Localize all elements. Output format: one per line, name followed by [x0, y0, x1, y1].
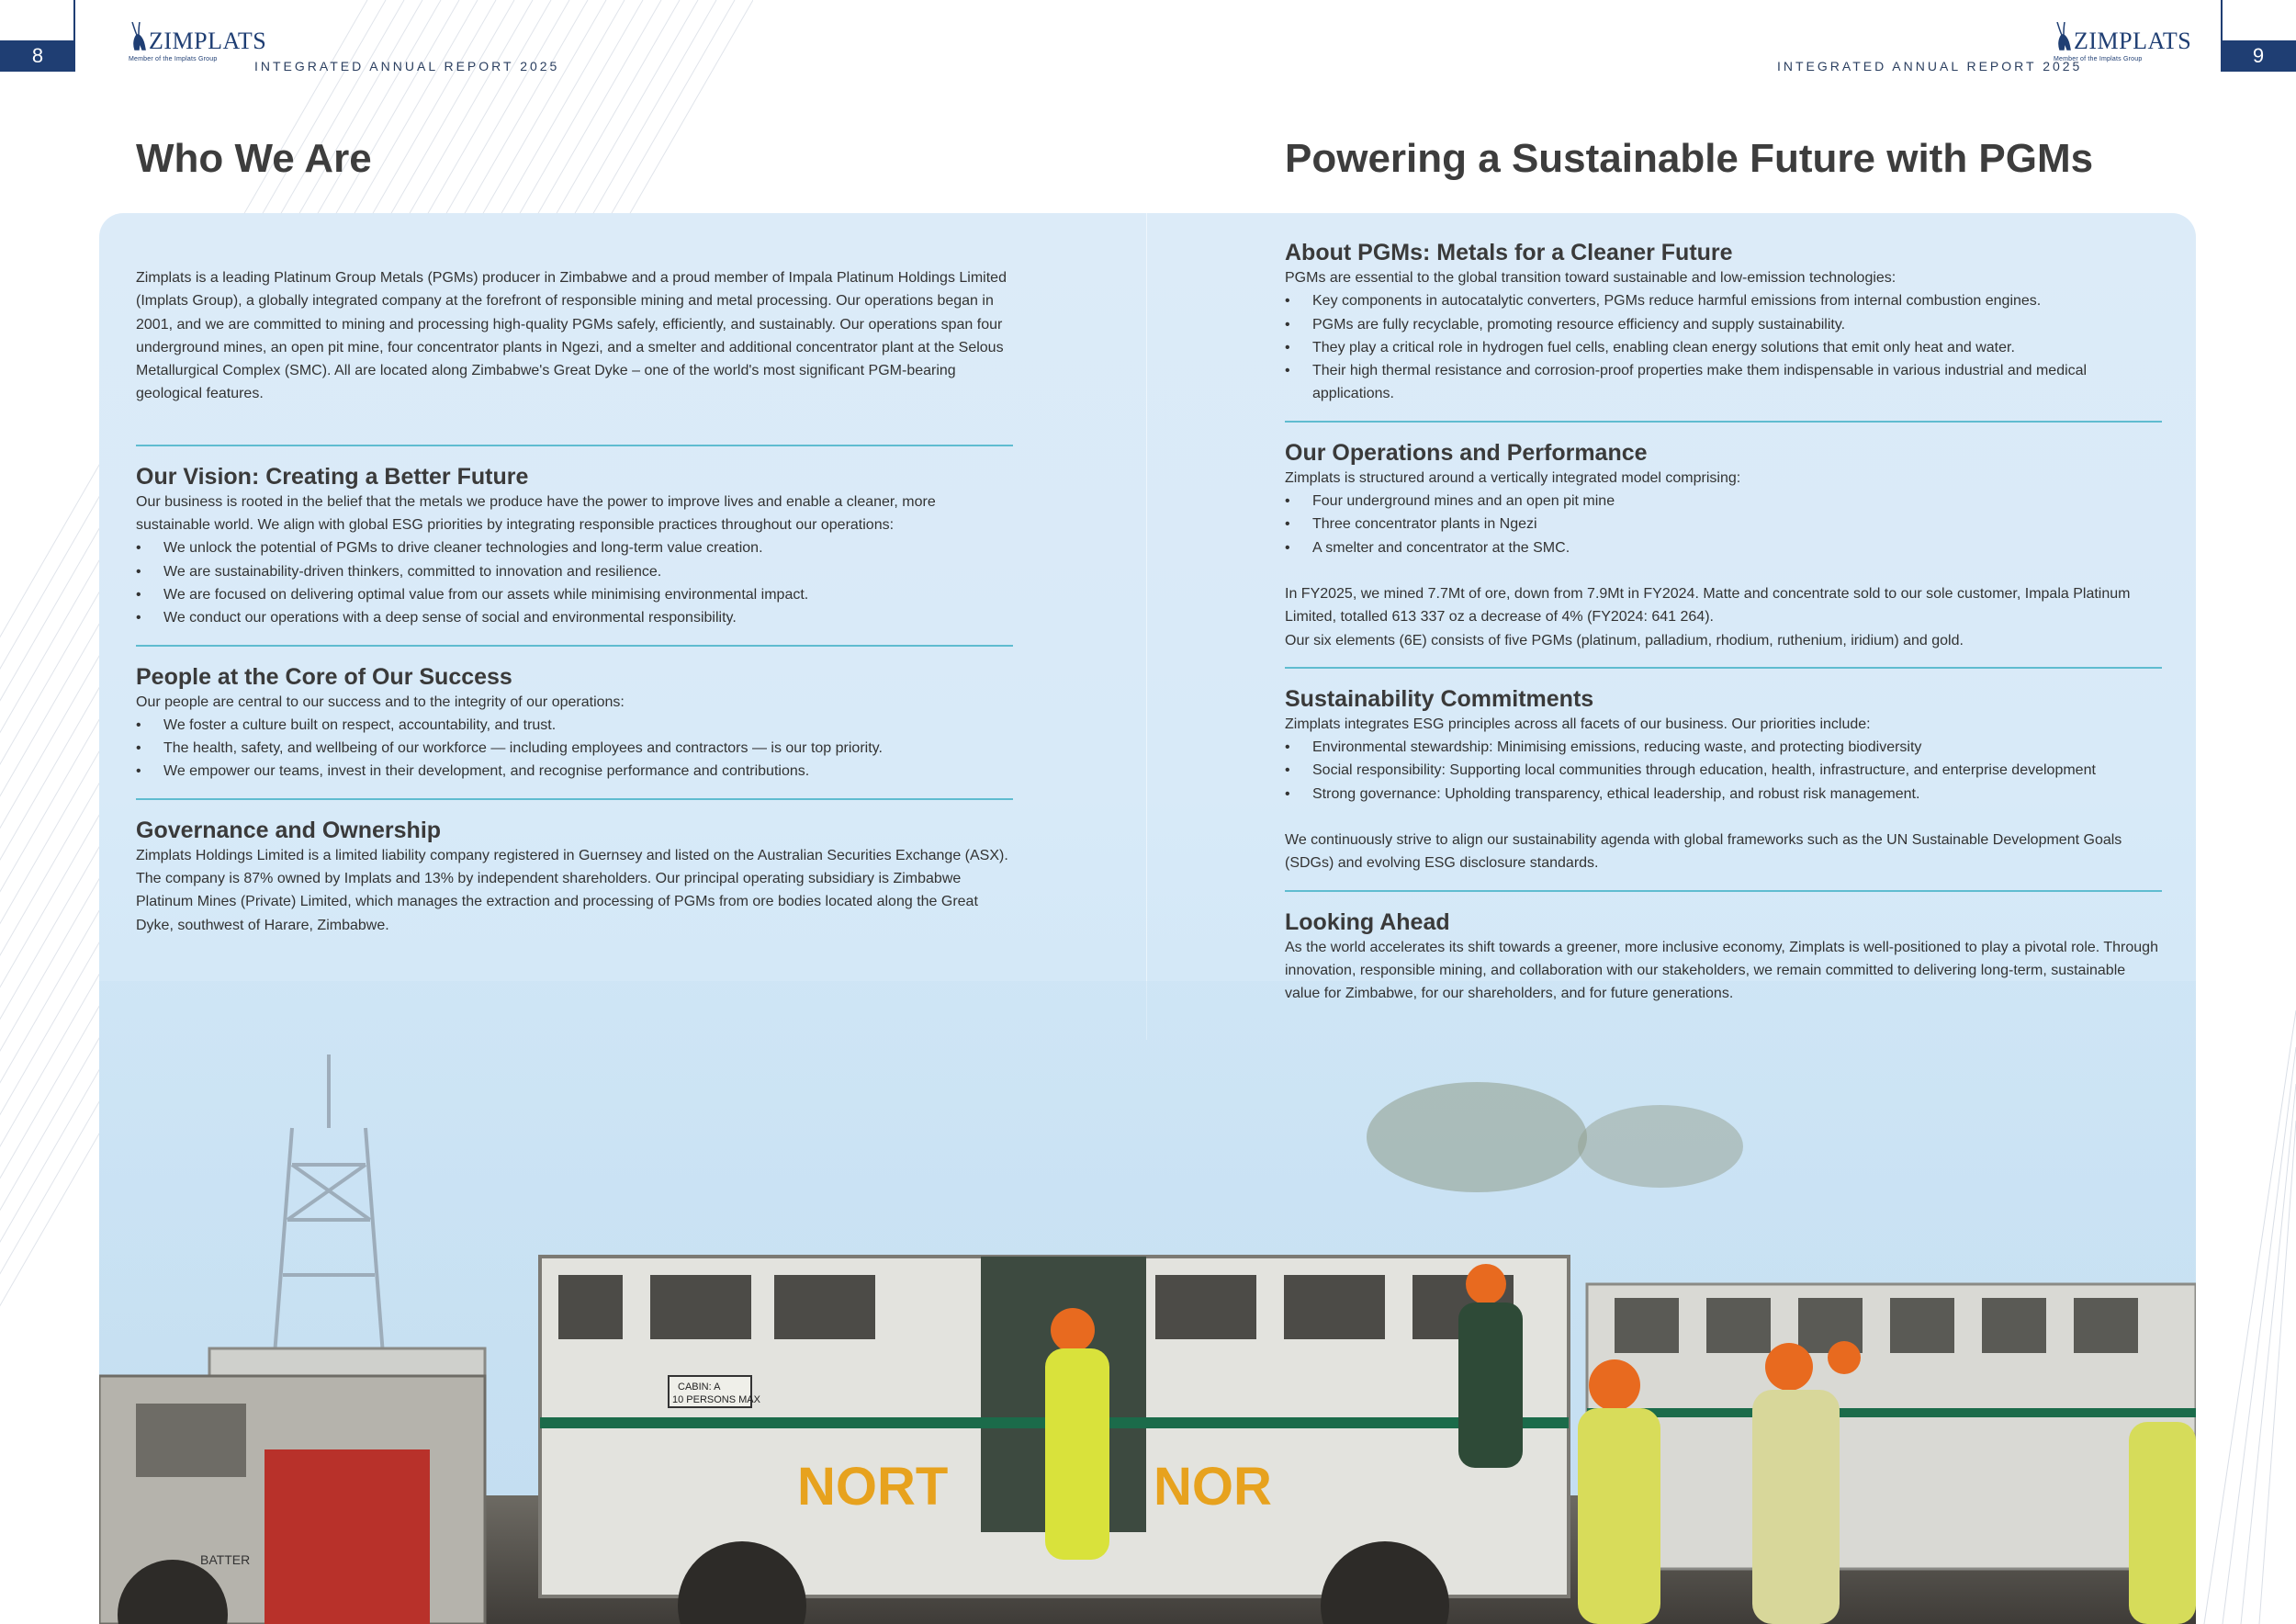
- list-item: • The health, safety, and wellbeing of our workforce — including employees and contractors — is our top priority.: [136, 737, 1013, 760]
- section-text: PGMs are essential to the global transition toward sustainable and low-emission technologies:: [1285, 270, 1896, 286]
- list-item: • We are sustainability-driven thinkers, committed to innovation and resilience.: [136, 560, 1013, 583]
- section-title: About PGMs: Metals for a Cleaner Future: [1285, 240, 1733, 265]
- intro-paragraph: Zimplats is a leading Platinum Group Metals (PGMs) producer in Zimbabwe and a proud member of Impala Platinum Holdings Limited (Implats Group), a globally integrated company at the forefront of responsible mining and metal processing. Our operations began in 2001, and we are committed to mining and processing high-quality PGMs safely, efficiently, and sustainably. Our operations span four underground mines, an open pit mine, four concentrator plants in Ngezi, and a smelter and additional concentrator plant at the Selous Metallurgical Complex (SMC). All are located along Zimbabwe's Great Dyke – one of the world's most significant PGM-bearing geological features.: [136, 270, 1007, 402]
- section-divider: [1285, 667, 2162, 669]
- section-divider: [136, 645, 1013, 647]
- section-divider: [136, 798, 1013, 800]
- page-tab-line: [2221, 0, 2223, 40]
- list-item: • We foster a culture built on respect, accountability, and trust.: [136, 714, 1013, 737]
- page-title: Powering a Sustainable Future with PGMs: [1285, 136, 2094, 181]
- bullet-list: [1285, 289, 2162, 405]
- list-item: • Social responsibility: Supporting local communities through education, health, infrastructure, and enterprise development: [1285, 759, 2162, 782]
- section-divider: [1285, 890, 2162, 892]
- vehicle-sign-capacity: 10 PERSONS MAX: [672, 1394, 760, 1405]
- zimplats-logo: [2054, 22, 2191, 62]
- list-item: • They play a critical role in hydrogen fuel cells, enabling clean energy solutions that emit only heat and water.: [1285, 336, 2162, 359]
- mine-workers-photo: [99, 981, 2196, 1624]
- panel-divider: [1146, 213, 1147, 1040]
- list-item: • We conduct our operations with a deep sense of social and environmental responsibility.: [136, 606, 1013, 629]
- section-title: Sustainability Commitments: [1285, 685, 1594, 712]
- section-text: Zimplats integrates ESG principles across all facets of our business. Our priorities include:: [1285, 716, 1871, 732]
- vehicle-text: NOR: [1154, 1457, 1272, 1517]
- background-hatch-pattern-right: [2186, 0, 2296, 1624]
- right-page-content: [1285, 239, 2162, 1006]
- report-title: INTEGRATED ANNUAL REPORT 2025: [1777, 59, 2083, 73]
- section-text: Our people are central to our success and to the integrity of our operations:: [136, 694, 625, 710]
- report-title: INTEGRATED ANNUAL REPORT 2025: [254, 59, 560, 73]
- section-title: Governance and Ownership: [136, 817, 442, 843]
- logo-wordmark: ZIMPLATS: [2074, 28, 2192, 54]
- bullet-list: [1285, 736, 2162, 806]
- list-item: • Environmental stewardship: Minimising emissions, reducing waste, and protecting biodiversity: [1285, 736, 2162, 759]
- bullet-list: [1285, 490, 2162, 559]
- section-text: Our six elements (6E) consists of five PGMs (platinum, palladium, rhodium, ruthenium, iridium) and gold.: [1285, 632, 1964, 648]
- section-text: As the world accelerates its shift towards a greener, more inclusive economy, Zimplats is well-positioned to play a pivotal role. Through innovation, responsible mining, and collaboration with our stakeholders, we remain committed to delivering long-term, sustainable value for Zimbabwe, for our shareholders, and for future generations.: [1285, 939, 2158, 1002]
- logo-wordmark: ZIMPLATS: [149, 28, 267, 54]
- section-text: Zimplats is structured around a vertically integrated model comprising:: [1285, 469, 1741, 486]
- section-text: We continuously strive to align our sustainability agenda with global frameworks such as the UN Sustainable Development Goals (SDGs) and evolving ESG disclosure standards.: [1285, 832, 2122, 872]
- vehicle-text: NORT: [797, 1457, 949, 1517]
- section-title: People at the Core of Our Success: [136, 663, 512, 690]
- zimplats-logo: [129, 22, 266, 62]
- logo-subtext: Member of the Implats Group: [129, 56, 218, 62]
- list-item: • A smelter and concentrator at the SMC.: [1285, 536, 2162, 559]
- page-title: Who We Are: [136, 136, 372, 181]
- page-number: 8: [0, 40, 75, 72]
- section-text: Our business is rooted in the belief that the metals we produce have the power to improve lives and enable a cleaner, more sustainable world. We align with global ESG priorities by integrating responsible practices throughout our operations:: [136, 493, 936, 534]
- bullet-list: [136, 714, 1013, 784]
- battery-label: BATTER: [200, 1552, 251, 1567]
- list-item: • PGMs are fully recyclable, promoting resource efficiency and supply sustainability.: [1285, 313, 2162, 336]
- list-item: • We empower our teams, invest in their development, and recognise performance and contributions.: [136, 760, 1013, 783]
- logo-subtext: Member of the Implats Group: [2054, 56, 2143, 62]
- list-item: • Key components in autocatalytic converters, PGMs reduce harmful emissions from internal combustion engines.: [1285, 289, 2162, 312]
- bullet-list: [136, 536, 1013, 629]
- list-item: • Their high thermal resistance and corrosion-proof properties make them indispensable in various industrial and medical applications.: [1285, 359, 2162, 406]
- section-text: Zimplats Holdings Limited is a limited liability company registered in Guernsey and listed on the Australian Securities Exchange (ASX). The company is 87% owned by Implats and 13% by independent shareholders. Our principal operating subsidiary is Zimbabwe Platinum Mines (Private) Limited, which manages the extraction and processing of PGMs from ore bodies located along the Great Dyke, southwest of Harare, Zimbabwe.: [136, 847, 1008, 933]
- vehicle-sign: CABIN: A: [678, 1382, 721, 1393]
- impala-icon: [129, 22, 149, 53]
- list-item: • We are focused on delivering optimal value from our assets while minimising environmental impact.: [136, 583, 1013, 606]
- list-item: • Three concentrator plants in Ngezi: [1285, 513, 2162, 536]
- list-item: • We unlock the potential of PGMs to drive cleaner technologies and long-term value creation.: [136, 536, 1013, 559]
- page-number: 9: [2221, 40, 2296, 72]
- left-page-content: [136, 266, 1013, 937]
- section-title: Our Vision: Creating a Better Future: [136, 463, 529, 490]
- list-item: • Four underground mines and an open pit mine: [1285, 490, 2162, 513]
- section-divider: [136, 445, 1013, 446]
- section-divider: [1285, 421, 2162, 423]
- section-text: In FY2025, we mined 7.7Mt of ore, down from 7.9Mt in FY2024. Matte and concentrate sold to our sole customer, Impala Platinum Limited, totalled 613 337 oz a decrease of 4% (FY2024: 641 264).: [1285, 585, 2131, 626]
- impala-icon: [2054, 22, 2074, 53]
- section-title: Our Operations and Performance: [1285, 439, 1648, 466]
- list-item: • Strong governance: Upholding transparency, ethical leadership, and robust risk management.: [1285, 783, 2162, 806]
- page-tab-line: [73, 0, 75, 40]
- section-title: Looking Ahead: [1285, 908, 1450, 935]
